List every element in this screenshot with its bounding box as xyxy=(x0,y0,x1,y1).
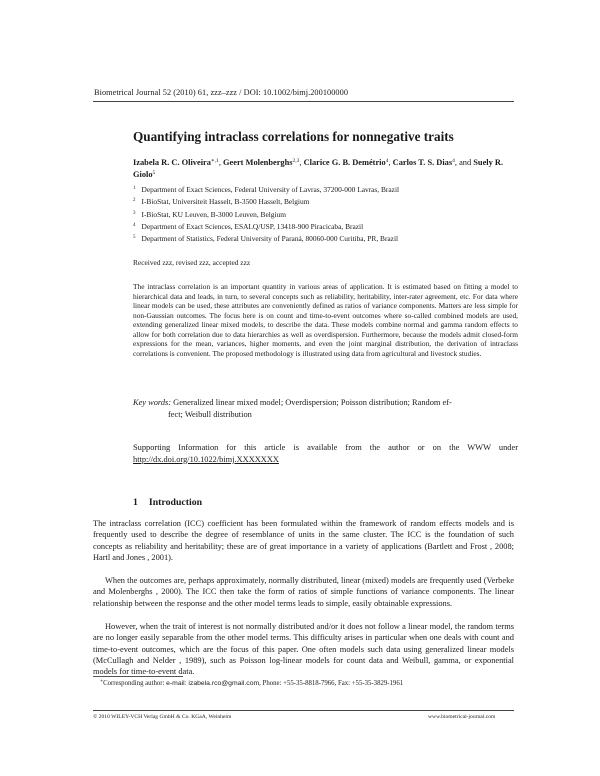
affiliation-text: Department of Exact Sciences, Federal University of Lavras, 37200-000 Lavras, Brazil xyxy=(141,185,400,194)
corresponding-email[interactable]: e-mail: izabela.rco@gmail.com xyxy=(166,680,260,687)
author-list xyxy=(133,157,518,181)
affiliation-text: I-BioStat, Universiteit Hasselt, B-3500 Hasselt, Belgium xyxy=(141,197,310,207)
affiliation-number: 3 xyxy=(133,210,136,216)
author-affiliation-mark: 5 xyxy=(152,170,156,176)
copyright: © 2010 WILEY-VCH Verlag GmbH & Co. KGaA, Weinheim xyxy=(93,714,232,720)
keywords-text-cont: fect; Weibull distribution xyxy=(168,409,252,419)
received-dates: Received zzz, revised zzz, accepted zzz xyxy=(133,258,251,267)
footnote-rule xyxy=(93,676,183,677)
affiliation-item xyxy=(133,209,399,221)
author-affiliation-mark: 4 xyxy=(385,158,389,164)
author-name: Clarice G. B. Demétrio xyxy=(303,158,386,167)
paragraph: The intraclass correlation (ICC) coefficient has been formulated within the framework of random effects models and is frequently used to describe the degree of resemblance of units in the same cluster. The ICC is the foundation of such concepts as reliability and heritability; these are of great importance in a variety of applications (Bartlett and Frost , 2008; Hartl and Jones , 2001). xyxy=(93,519,514,563)
section-title: Introduction xyxy=(148,497,203,508)
header-rule xyxy=(93,101,514,102)
keywords-label: Key words: xyxy=(133,398,172,407)
footnote xyxy=(100,680,403,687)
author-name: Geert Molenberghs xyxy=(223,158,293,167)
affiliation-number: 1 xyxy=(133,186,136,191)
affiliation-item xyxy=(133,184,399,196)
affiliation-number: 2 xyxy=(133,198,136,204)
supporting-info xyxy=(133,442,518,466)
affiliation-item xyxy=(133,221,399,233)
author-name: Carlos T. S. Dias xyxy=(392,158,453,167)
paper-title: Quantifying intraclass correlations for nonnegative traits xyxy=(133,129,454,144)
affiliation-item xyxy=(133,233,399,245)
footnote-phone-fax: , Phone: +55-35-8818-7966, Fax: +55-35-3829-1961 xyxy=(259,680,404,687)
author-affiliation-mark: 4 xyxy=(452,158,455,164)
keywords-text: Generalized linear mixed model; Overdispersion; Poisson distribution; Random ef- xyxy=(173,398,452,407)
affiliation-text: Department of Exact Sciences, ESALQ/USP, 13418-900 Piracicaba, Brazil xyxy=(141,221,364,231)
author-separator: , and xyxy=(454,158,474,167)
supporting-text: Supporting Information for this article is available from the author or on the WWW under xyxy=(133,443,518,452)
journal-website[interactable]: www.biometrical-journal.com xyxy=(428,714,496,720)
supporting-link[interactable]: http://dx.doi.org/10.1022/bimj.XXXXXXX xyxy=(133,454,279,464)
footnote-prefix: Corresponding author: xyxy=(103,680,167,687)
abstract: The intraclass correlation is an important quantity in various areas of application. It is estimated based on fitting a model to hierarchical data and leads, in turn, to several concepts such as reliability, heritability, inter-rater agreement, etc. For data where linear models can be used, these attributes are conveniently defined as ratios of variance components. Matters are less simple for non-Gaussian outcomes. The focus here is on count and time-to-event outcomes where so-called combined models are used, extending generalized linear mixed models, to describe the data. These models combine normal and gamma random effects to allow for both correlation due to data hierarchies as well as overdispersion. Furthermore, because the models admit closed-form expressions for the mean, variances, higher moments, and even the joint marginal distribution, the derivation of intraclass correlations is convenient. The proposed methodology is illustrated using data from agricultural and livestock studies. xyxy=(133,282,518,358)
paragraph: However, when the trait of interest is not normally distributed and/or it does not follow a linear model, the random terms are no longer easily separable from the other model terms. This difficulty arises in particular when one deals with count and time-to-event outcomes, which are the focus of this paper. One often models such data using generalized linear models (McCullagh and Nelder , 1989), such as Poisson log-linear models for count data and Weibull, gamma, or exponential models for time-to-event data. xyxy=(93,622,514,677)
author-affiliation-mark: ∗,1 xyxy=(210,158,219,164)
footer-rule xyxy=(93,710,514,711)
author-separator: , xyxy=(388,158,393,167)
author-name: Izabela R. C. Oliveira xyxy=(133,158,211,167)
author-separator: , xyxy=(299,158,304,167)
section-number: 1 xyxy=(133,497,138,508)
author-separator: , xyxy=(218,158,223,167)
author-affiliation-mark: 2,3 xyxy=(292,158,300,164)
affiliation-text: Department of Statistics, Federal University of Paraná, 80060-000 Curitiba, PR, Brazil xyxy=(141,234,399,244)
keywords xyxy=(133,397,518,420)
affiliation-item xyxy=(133,196,399,208)
affiliation-list xyxy=(133,184,399,245)
section-heading xyxy=(133,497,202,508)
paragraph: When the outcomes are, perhaps approximately, normally distributed, linear (mixed) models are frequently used (Verbeke and Molenberghs , 2000). The ICC then take the form of ratios of simple functions of variance components. The linear relationship between the response and the other model terms leads to simple, easily obtainable expressions. xyxy=(93,576,514,608)
journal-citation: Biometrical Journal 52 (2010) 61, zzz–zzz / DOI: 10.1002/bimj.200100000 xyxy=(94,88,349,97)
affiliation-text: I-BioStat, KU Leuven, B-3000 Leuven, Belgium xyxy=(141,209,287,219)
affiliation-number: 4 xyxy=(133,222,136,228)
footnote-mark: ∗ xyxy=(100,678,104,683)
affiliation-number: 5 xyxy=(133,235,136,241)
author-name: Suely R. Giolo xyxy=(133,158,504,179)
